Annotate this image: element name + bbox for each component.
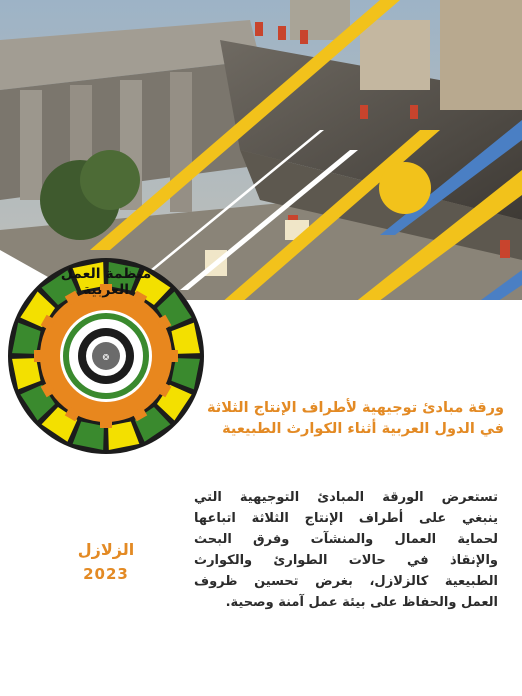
title-line-1: ورقة مبادئ توجيهية لأطراف الإنتاج الثلاثة	[206, 400, 504, 416]
logo-arc-text: منظمة العمل العربية	[60, 266, 152, 298]
document-title	[174, 398, 504, 440]
summary-line: تستعرض الورقة المبادئ التوجيهية التي	[194, 490, 498, 505]
svg-text:❂: ❂	[102, 353, 110, 362]
gear-tooth	[100, 418, 112, 428]
title-line-2: في الدول العربية أثناء الكوارث الطبيعية	[222, 421, 504, 437]
summary-line: ينبغي على أطراف الإنتاج الثلاثة اتباعها	[194, 511, 498, 526]
summary-line: الطبيعية كالزلازل، بغرض تحسين ظروف	[194, 574, 498, 589]
summary-line: لحماية العمال والمنشآت وفرق البحث	[194, 532, 498, 547]
summary-line: والإنقاذ في حالات الطوارئ والكوارث	[194, 553, 498, 568]
summary-paragraph	[194, 487, 498, 613]
year-label: 2023	[83, 565, 129, 583]
summary-line: العمل والحفاظ على بيئة عمل آمنة وصحية.	[225, 595, 498, 610]
gear-tooth	[168, 350, 178, 362]
topic-label: الزلازل	[77, 540, 135, 559]
gear-tooth	[34, 350, 44, 362]
